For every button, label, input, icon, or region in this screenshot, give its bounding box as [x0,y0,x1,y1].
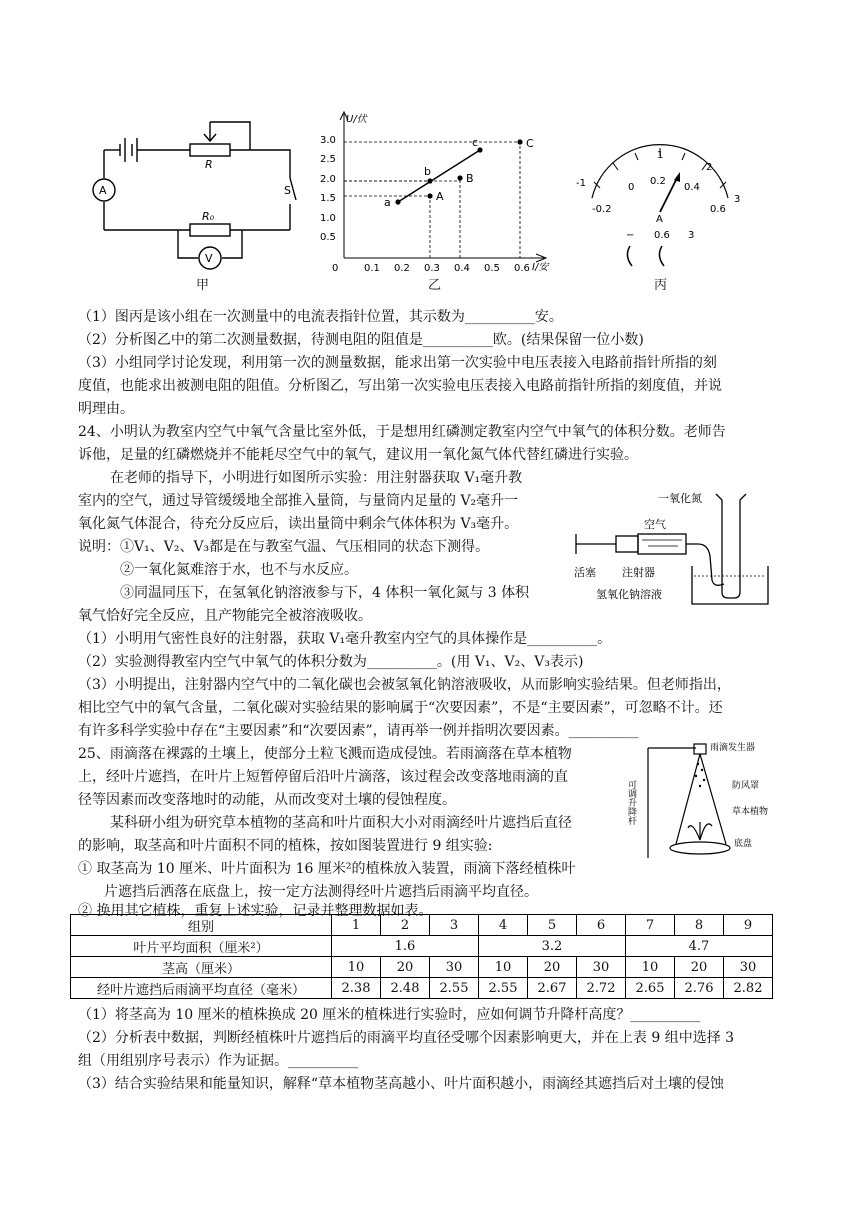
q24-part3-line1: （3）小明提出，注射器内空气中的二氧化碳也会被氢氧化钠溶液吸收，从而影响实验结果。但老师指出， [78,677,731,693]
label-rain-generator: 雨滴发生器 [710,743,756,753]
row-label: 组别 [71,915,332,936]
dial-label: 3 [734,194,741,205]
table-row [71,978,773,999]
q24-note-2: ②一氧化氮难溶于水，也不与水反应。 [120,562,358,578]
table-cell: 4.7 [626,936,773,957]
x-tick: 0.6 [514,263,530,274]
syringe-apparatus-figure [572,480,782,605]
y-tick: 1.0 [320,213,336,224]
q24-stem-line5: 氧化氮气体混合，待充分反应后，读出量筒中剩余气体体积为 V₃毫升。 [78,516,519,532]
ui-graph-yi [318,108,578,278]
dial-unit: A [656,214,663,225]
label-naoh: 氢氧化钠溶液 [596,588,662,601]
table-cell: 2.48 [381,978,430,999]
point-label-B: B [466,172,474,185]
x-tick: 0.5 [484,263,500,274]
dial-label: 0 [628,182,635,193]
row-label: 茎高（厘米） [71,957,332,978]
q23-part3-line3: 明理由。 [78,401,134,417]
q24-note-3: ③同温同压下，在氢氧化钠溶液参与下，4 体积一氧化氮与 3 体积 [120,585,530,601]
table-cell: 3.2 [479,936,626,957]
point-label-c: c [472,136,479,149]
terminal-3: 3 [688,230,695,241]
label-wind-shield: 防风罩 [732,781,760,791]
dial-label: 0.6 [710,204,726,215]
label-no: 一氧化氮 [658,492,702,505]
dial-label: -1 [576,178,586,189]
q25-stem-line3: 径等因素而改变落地时的动能，从而改变对土壤的侵蚀程度。 [78,792,456,808]
table-cell: 7 [626,915,675,936]
table-cell: 30 [577,957,626,978]
label-base: 底盘 [734,839,753,849]
dial-label: 0.2 [650,176,666,187]
table-cell: 9 [724,915,773,936]
q24-stem-line2: 诉他，足量的红磷燃烧并不能耗尽空气中的氧气，建议用一氧化氮气体代替红磷进行实验。 [78,447,638,463]
terminal-neg: − [626,230,635,241]
table-cell: 2.82 [724,978,773,999]
q25-part2-line2: 组（用组别序号表示）作为证据。__________ [78,1053,358,1069]
y-tick: 0.5 [320,232,336,243]
q24-stem-line4: 室内的空气，通过导管缓缓地全部推入量筒，与量筒内足量的 V₂毫升一 [78,493,519,509]
x-axis-label: I/安 [532,262,549,273]
table-cell: 2.65 [626,978,675,999]
table-cell: 2.72 [577,978,626,999]
table-cell: 1.6 [332,936,479,957]
table-row [71,957,773,978]
table-cell: 4 [479,915,528,936]
x-tick: 0.2 [394,263,410,274]
q25-stem-line4: 某科研小组为研究草本植物的茎高和叶片面积大小对雨滴经叶片遮挡后直径 [110,815,572,831]
q24-stem-line1: 24、小明认为教室内空气中氧气含量比室外低，于是想用红磷测定教室内空气中氧气的体积分数。老师告 [78,424,726,440]
dial-label: 1 [657,150,664,161]
q25-stem-line5: 的影响，取茎高和叶片面积不同的植株，按如图装置进行 9 组实验: [78,838,493,854]
q23-part3-line2: 度值，也能求出被测电阻的阻值。分析图乙，写出第一次实验电压表接入电路前指针所指的刻度值，并说 [78,378,722,394]
label-plant: 草本植物 [732,807,769,817]
table-cell: 10 [479,957,528,978]
data-table [70,914,773,999]
label-piston: 活塞 [574,566,596,579]
y-tick: 1.5 [320,193,336,204]
y-axis-label: U/伏 [346,114,367,125]
x-tick: 0.3 [424,263,440,274]
table-cell: 10 [332,957,381,978]
ammeter-dial-bing [570,140,750,280]
table-cell: 2.38 [332,978,381,999]
x-tick: 0 [332,263,339,274]
table-cell: 5 [528,915,577,936]
point-label-b: b [424,165,431,178]
label-air: 空气 [644,518,666,531]
row-label: 经叶片遮挡后雨滴平均直径（毫米） [71,978,332,999]
y-tick: 2.5 [320,154,336,165]
table-cell: 2.55 [430,978,479,999]
label-r0: R₀ [202,210,215,223]
table-cell: 8 [675,915,724,936]
q24-part3-line3: 有许多科学实验中存在“主要因素”和“次要因素”，请再举一例并指明次要因素。__________ [78,723,639,739]
q25-step1-line2: 片遮挡后洒落在底盘上，按一定方法测得经叶片遮挡后雨滴平均直径。 [104,884,538,900]
table-cell: 2.76 [675,978,724,999]
q24-note-1: 说明：①V₁、V₂、V₃都是在与教室气温、气压相同的状态下测得。 [78,539,490,555]
label-s: S [284,184,291,197]
q25-part2-line1: （2）分析表中数据，判断经植株叶片遮挡后的雨滴平均直径受哪个因素影响更大，并在上表 9 组中选择 3 [78,1030,735,1046]
y-tick: 2.0 [320,174,336,185]
x-tick: 0.4 [454,263,470,274]
q25-step2: ② 换用其它植株，重复上述实验，记录并整理数据如表。 [78,903,433,919]
table-row [71,936,773,957]
terminal-06: 0.6 [654,230,670,241]
caption-yi: 乙 [428,278,442,293]
table-cell: 2 [381,915,430,936]
circuit-figure-jia [90,108,305,288]
rain-apparatus-figure [626,740,790,860]
y-tick: 3.0 [320,135,336,146]
table-cell: 6 [577,915,626,936]
table-cell: 2.55 [479,978,528,999]
dial-label: 2 [706,162,713,173]
q24-note-3-cont: 氧气恰好完全反应，且产物能完全被溶液吸收。 [78,608,372,624]
point-label-A: A [436,190,444,203]
q24-part1: （1）小明用气密性良好的注射器，获取 V₁毫升教室内空气的具体操作是__________。 [78,631,612,647]
table-cell: 10 [626,957,675,978]
q25-step1-line1: ① 取茎高为 10 厘米、叶片面积为 16 厘米²的植株放入装置，雨滴下落经植株叶 [78,861,576,877]
label-syringe: 注射器 [622,566,655,579]
q25-stem-line1: 25、雨滴落在裸露的土壤上，使部分土粒飞溅而造成侵蚀。若雨滴落在草本植物 [78,746,572,762]
x-tick: 0.1 [364,263,380,274]
q25-stem-line2: 上，经叶片遮挡，在叶片上短暂停留后沿叶片滴落，该过程会改变落地雨滴的直 [78,769,568,785]
label-lift-rod: 可调升降杆 [626,780,636,825]
table-row [71,915,773,936]
q25-part3: （3）结合实验结果和能量知识，解释“草本植物茎高越小、叶片面积越小，雨滴经其遮挡后对土壤的侵蚀 [78,1076,725,1092]
table-cell: 20 [381,957,430,978]
q24-part2: （2）实验测得教室内空气中氧气的体积分数为__________。(用 V₁、V₂、V₃表示) [78,654,584,670]
q23-part1: （1）图丙是该小组在一次测量中的电流表指针位置，其示数为__________安。 [78,309,563,325]
q23-part3-line1: （3）小组同学讨论发现，利用第一次的测量数据，能求出第一次实验中电压表接入电路前指针所指的刻 [78,355,717,371]
point-label-C: C [526,137,534,150]
q25-part1: （1）将茎高为 10 厘米的植株换成 20 厘米的植株进行实验时，应如何调节升降杆高度？__________ [78,1007,701,1023]
caption-bing: 丙 [654,278,668,293]
table-cell: 20 [675,957,724,978]
dial-label: -0.2 [592,204,612,215]
caption-jia: 甲 [196,278,210,293]
table-cell: 30 [724,957,773,978]
q23-part2: （2）分析图乙中的第二次测量数据，待测电阻的阻值是__________欧。(结果保留一位小数) [78,332,644,348]
table-cell: 2.67 [528,978,577,999]
table-cell: 30 [430,957,479,978]
table-cell: 3 [430,915,479,936]
point-label-a: a [384,196,391,209]
table-cell: 1 [332,915,381,936]
row-label: 叶片平均面积（厘米²） [71,936,332,957]
table-cell: 20 [528,957,577,978]
label-ammeter: A [99,184,107,197]
label-r: R [205,158,213,171]
label-voltmeter: V [205,252,213,265]
dial-label: 0.4 [684,182,700,193]
q24-part3-line2: 相比空气中的氧气含量，二氧化碳对实验结果的影响属于“次要因素”，不是“主要因素”，可忽略不计。还 [78,700,723,716]
q24-stem-line3: 在老师的指导下，小明进行如图所示实验：用注射器获取 V₁毫升教 [110,470,523,486]
